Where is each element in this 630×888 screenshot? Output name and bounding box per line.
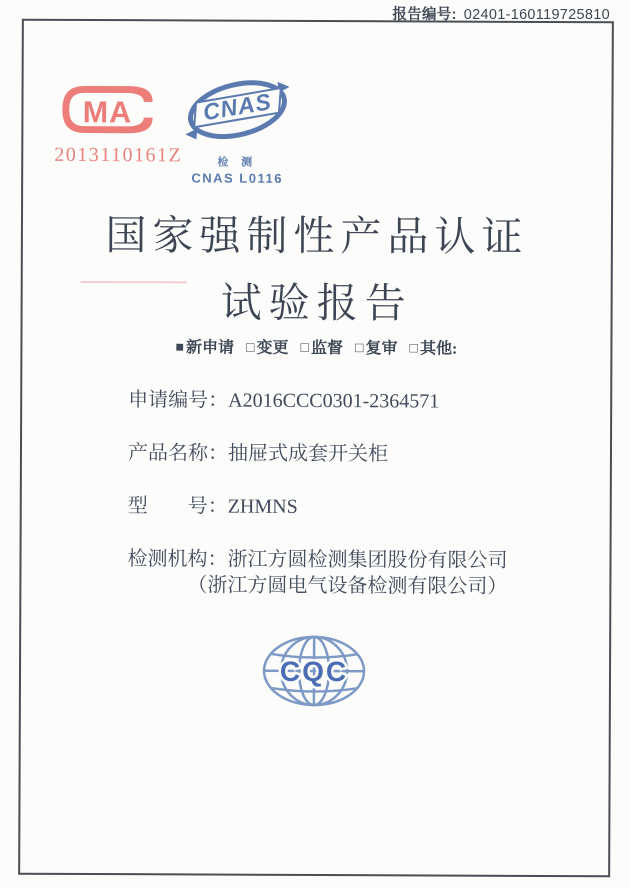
checkbox-label: 变更 (256, 339, 289, 357)
cqc-logo-block (260, 633, 368, 714)
checkbox-empty-icon: □ (300, 340, 310, 356)
field-test-organization (127, 546, 567, 600)
report-fields (127, 387, 568, 627)
application-type-row (22, 334, 610, 360)
field-label: 产品名称： (127, 442, 229, 465)
document-title-line1: 国家强制性产品认证 (105, 212, 529, 260)
field-value (187, 547, 547, 600)
cnas-logo-icon (184, 73, 290, 147)
checkbox-empty-icon: □ (409, 341, 418, 357)
field-product-name (128, 440, 568, 468)
checkbox-filled-icon: ■ (175, 340, 185, 356)
checkbox-label: 监督 (310, 339, 344, 358)
test-org-name-alt: （浙江方圆电气设备检测有限公司） (187, 574, 508, 598)
checkbox-item-supervision (300, 340, 343, 357)
checkbox-empty-icon: □ (246, 340, 255, 356)
report-number-value: 02401-160119725810 (463, 7, 610, 23)
cma-accreditation-block (54, 81, 183, 167)
checkbox-label: 其他: (419, 340, 458, 358)
cma-mark-text: MA (82, 95, 133, 130)
cnas-mark-text: CNAS (201, 87, 274, 126)
cqc-mark-text: CQC (279, 655, 349, 688)
checkbox-label: 新申请 (185, 339, 235, 357)
document-title-line2: 试验报告 (220, 279, 413, 327)
cqc-globe-icon (261, 633, 367, 709)
checkbox-label: 复审 (365, 340, 398, 358)
checkbox-item-new-application (176, 339, 235, 356)
field-value: A2016CCC0301-2364571 (228, 389, 440, 413)
cnas-accreditation-block (179, 73, 295, 186)
checkbox-item-review (355, 340, 398, 357)
report-number-label: 报告编号: (392, 7, 457, 23)
checkbox-item-change (246, 340, 289, 357)
cnas-scope-caption: 检 测 (217, 156, 258, 169)
cma-logo-icon (57, 81, 159, 138)
field-application-number (128, 387, 568, 415)
field-label: 检测机构： (127, 548, 228, 571)
checkbox-empty-icon: □ (354, 341, 364, 357)
document-border-frame (18, 19, 614, 878)
cma-certificate-number: 2013110161Z (54, 143, 183, 167)
field-value: 抽屉式成套开关柜 (227, 442, 389, 466)
field-label: 型 号： (127, 495, 228, 518)
test-org-name: 浙江方圆检测集团股份有限公司 (227, 548, 508, 572)
field-value: ZHMNS (227, 495, 298, 518)
checkbox-item-other (409, 340, 457, 357)
field-label: 申请编号： (128, 389, 229, 412)
cnas-registration-number: CNAS L0116 (191, 170, 284, 186)
field-model (128, 493, 568, 521)
